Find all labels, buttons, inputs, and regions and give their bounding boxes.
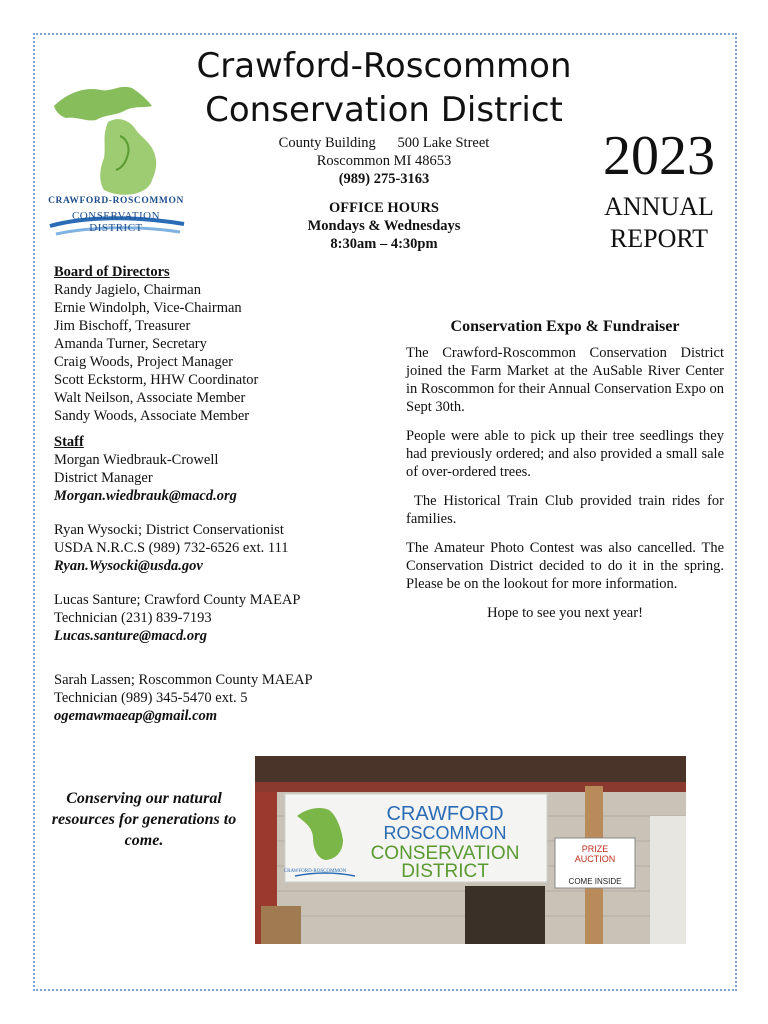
staff-role: Technician (231) 839-7193 — [54, 610, 212, 626]
event-photo — [255, 756, 686, 944]
expo-article — [406, 318, 724, 633]
sign-line-1: PRIZE — [581, 844, 609, 854]
logo-text-top: CRAWFORD-ROSCOMMON — [48, 196, 184, 206]
staff-role: District Manager — [54, 470, 153, 486]
board-member: Amanda Turner, Secretary — [54, 336, 207, 352]
report-year: 2023 — [603, 125, 715, 187]
staff-email[interactable]: ogemawmaeap@gmail.com — [54, 708, 218, 724]
sign-line-3: COME INSIDE — [568, 877, 622, 886]
board-member: Craig Woods, Project Manager — [54, 354, 233, 370]
office-hours-block — [254, 199, 514, 253]
annual-label: ANNUAL — [604, 192, 714, 221]
banner-line-4: DISTRICT — [401, 861, 489, 882]
address-block — [240, 134, 528, 188]
address-line-1: County Building 500 Lake Street — [278, 135, 490, 151]
phone-number: (989) 275-3163 — [338, 171, 430, 187]
annual-report-label — [584, 191, 734, 255]
board-member: Scott Eckstorm, HHW Coordinator — [54, 372, 259, 388]
expo-paragraph: The Historical Train Club provided train rides for families. — [406, 493, 724, 527]
staff-email[interactable]: Lucas.santure@macd.org — [54, 628, 208, 644]
office-hours-label: OFFICE HOURS — [329, 200, 439, 216]
address-line-2: Roscommon MI 48653 — [316, 153, 452, 169]
logo-text-bottom: CONSERVATION DISTRICT — [71, 210, 161, 234]
office-times: 8:30am – 4:30pm — [330, 236, 438, 252]
report-label: REPORT — [609, 224, 709, 253]
page-title — [190, 44, 578, 132]
sign-line-2: AUCTION — [574, 854, 616, 864]
staff-name: Ryan Wysocki; District Conservationist — [54, 522, 284, 538]
staff-role: Technician (989) 345-5470 ext. 5 — [54, 690, 248, 706]
expo-closing: Hope to see you next year! — [487, 605, 643, 621]
expo-paragraph: The Crawford-Roscommon Conservation District joined the Farm Market at the AuSable River Center in Roscommon for their Annual Conservation Expo on Sept 30th. — [406, 345, 724, 415]
office-days: Mondays & Wednesdays — [307, 218, 461, 234]
board-member: Sandy Woods, Associate Member — [54, 408, 250, 424]
svg-text:CRAWFORD-ROSCOMMON: CRAWFORD-ROSCOMMON — [283, 869, 347, 874]
staff-email[interactable]: Morgan.wiedbrauk@macd.org — [54, 488, 237, 504]
board-member: Randy Jagielo, Chairman — [54, 282, 201, 298]
board-member: Walt Neilson, Associate Member — [54, 390, 246, 406]
staff-name: Morgan Wiedbrauk-Crowell — [54, 452, 219, 468]
board-heading: Board of Directors — [54, 264, 170, 280]
expo-paragraph: People were able to pick up their tree seedlings they had previously ordered; and also provided a small sale of over-ordered trees. — [406, 428, 724, 480]
staff-email[interactable]: Ryan.Wysocki@usda.gov — [54, 558, 203, 574]
title-line-1: Crawford-Roscommon — [196, 46, 572, 86]
expo-paragraph: The Amateur Photo Contest was also cancelled. The Conservation District decided to do it in the spring. Please be on the lookout for more information. — [406, 540, 724, 592]
staff-name: Lucas Santure; Crawford County MAEAP — [54, 592, 301, 608]
board-member: Jim Bischoff, Treasurer — [54, 318, 191, 334]
title-line-2: Conservation District — [205, 90, 563, 130]
staff-heading: Staff — [54, 434, 84, 450]
banner-line-2: ROSCOMMON — [383, 823, 507, 843]
banner-line-3: CONSERVATION — [370, 843, 520, 864]
banner-line-1: CRAWFORD — [386, 803, 504, 825]
motto: Conserving our natural resources for generations to come. — [51, 790, 237, 849]
expo-heading: Conservation Expo & Fundraiser — [450, 318, 680, 335]
staff-role: USDA N.R.C.S (989) 732-6526 ext. 111 — [54, 540, 289, 556]
staff-name: Sarah Lassen; Roscommon County MAEAP — [54, 672, 313, 688]
directory-column — [54, 263, 354, 725]
board-member: Ernie Windolph, Vice-Chairman — [54, 300, 242, 316]
